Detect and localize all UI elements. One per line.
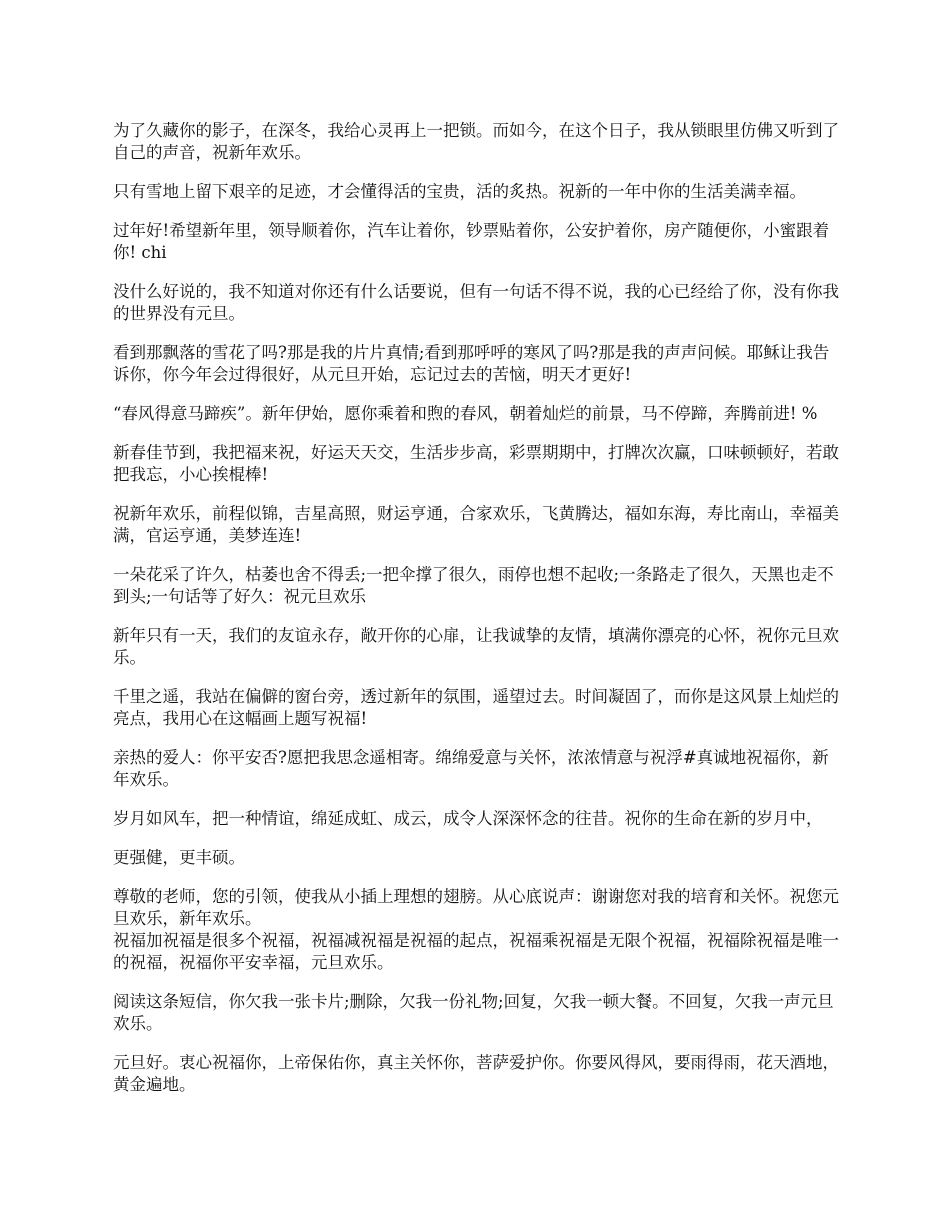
paragraph-11: 千里之遥，我站在偏僻的窗台旁，透过新年的氛围，遥望过去。时间凝固了，而你是这风景上灿烂的亮点，我用心在这幅画上题写祝福! [113, 687, 839, 728]
paragraph-6: “春风得意马蹄疾”。新年伊始，愿你乘着和煦的春风，朝着灿烂的前景，马不停蹄，奔腾前进! % [113, 404, 818, 423]
document-body [113, 120, 843, 1113]
paragraph-7: 新春佳节到，我把福来祝，好运天天交，生活步步高，彩票期期中，打牌次次赢，口味顿顿好，若敢把我忘，小心挨棍棒! [113, 443, 839, 484]
paragraph-15: 尊敬的老师，您的引领，使我从小插上理想的翅膀。从心底说声：谢谢您对我的培育和关怀。祝您元旦欢乐，新年欢乐。 [113, 887, 839, 928]
paragraph-4: 没什么好说的，我不知道对你还有什么话要说，但有一句话不得不说，我的心已经给了你，没有你我的世界没有元旦。 [113, 282, 839, 323]
paragraph-10: 新年只有一天，我们的友谊永存，敞开你的心扉，让我诚挚的友情，填满你漂亮的心怀，祝你元旦欢乐。 [113, 626, 839, 667]
paragraph-3: 过年好!希望新年里，领导顺着你，汽车让着你，钞票贴着你，公安护着你，房产随便你，小蜜跟着你! chi [113, 221, 830, 262]
paragraph-17: 阅读这条短信，你欠我一张卡片;删除，欠我一份礼物;回复，欠我一顿大餐。不回复，欠我一声元旦欢乐。 [113, 992, 834, 1033]
paragraph-5: 看到那飘落的雪花了吗?那是我的片片真情;看到那呼呼的寒风了吗?那是我的声声问候。耶稣让我告诉你，你今年会过得很好，从元旦开始，忘记过去的苦恼，明天才更好! [113, 343, 830, 384]
paragraph-8: 祝新年欢乐，前程似锦，吉星高照，财运亨通，合家欢乐，飞黄腾达，福如东海，寿比南山，幸福美满，官运亨通，美梦连连! [113, 504, 839, 545]
paragraph-2: 只有雪地上留下艰辛的足迹，才会懂得活的宝贵，活的炙热。祝新的一年中你的生活美满幸福。 [113, 182, 806, 201]
paragraph-14: 更强健，更丰硕。 [113, 848, 245, 867]
paragraph-1: 为了久藏你的影子，在深冬，我给心灵再上一把锁。而如今，在这个日子，我从锁眼里仿佛又听到了自己的声音，祝新年欢乐。 [113, 121, 839, 162]
paragraph-16: 祝福加祝福是很多个祝福，祝福减祝福是祝福的起点，祝福乘祝福是无限个祝福，祝福除祝福是唯一的祝福，祝福你平安幸福，元旦欢乐。 [113, 931, 839, 972]
paragraph-9: 一朵花采了许久，枯萎也舍不得丢;一把伞撑了很久，雨停也想不起收;一条路走了很久，天黑也走不到头;一句话等了好久：祝元旦欢乐 [113, 565, 834, 606]
paragraph-13: 岁月如风车，把一种情谊，绵延成虹、成云，成令人深深怀念的往昔。祝你的生命在新的岁月中， [113, 809, 823, 828]
paragraph-12: 亲热的爱人：你平安否?愿把我思念遥相寄。绵绵爱意与关怀，浓浓情意与祝浮#真诚地祝福你，新年欢乐。 [113, 748, 829, 789]
paragraph-18: 元旦好。衷心祝福你，上帝保佑你，真主关怀你，菩萨爱护你。你要风得风，要雨得雨，花天酒地，黄金遍地。 [113, 1053, 839, 1094]
